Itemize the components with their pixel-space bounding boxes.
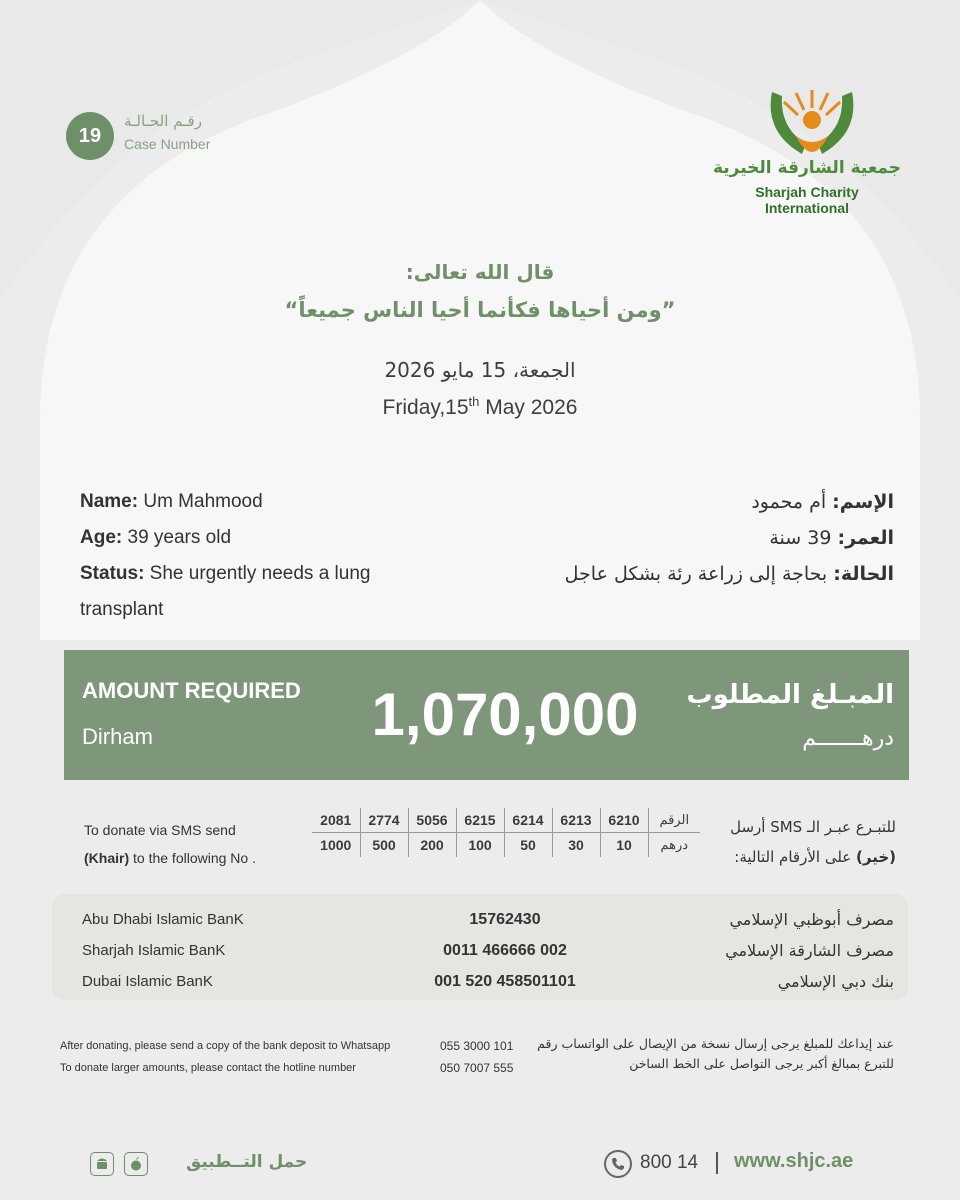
- bank-names-en: [82, 904, 244, 997]
- sms-keyword-en: (Khair): [84, 850, 130, 866]
- sms-number: 6213: [552, 808, 600, 833]
- bank-name-ar: مصرف أبوظبي الإسلامي: [729, 910, 894, 929]
- date-en-ordinal: th: [468, 394, 480, 409]
- case-number-label-en: Case Number: [124, 136, 211, 152]
- sms-ar-line1: للتبـرع عبـر الـ SMS أرسل: [730, 818, 896, 836]
- amount-label-en: AMOUNT REQUIRED: [82, 678, 301, 703]
- date-en-day: Friday,15: [382, 396, 469, 419]
- amount-value: 1,070,000: [371, 681, 639, 748]
- case-number-label-ar: رقـم الحـالـة: [124, 112, 202, 130]
- sms-number-table: [312, 808, 700, 857]
- info-name-en: [80, 484, 440, 520]
- bank-name-ar: بنك دبي الإسلامي: [777, 972, 894, 991]
- footer-divider: [716, 1152, 718, 1174]
- sms-instructions-ar: [730, 812, 896, 872]
- sms-ar-line2: [730, 842, 896, 872]
- name-value-en: Um Mahmood: [138, 491, 263, 512]
- note-whatsapp-ar: عند إيداعك للمبلغ يرجى إرسال نسخة من الإيصال على الواتساب رقم: [537, 1036, 894, 1051]
- sms-instructions-en: [84, 816, 256, 872]
- website-link[interactable]: www.shjc.ae: [734, 1150, 854, 1172]
- sms-en-line2: [84, 844, 256, 872]
- age-label-ar: العمر:: [837, 527, 894, 549]
- whatsapp-number[interactable]: 055 3000 101: [440, 1039, 514, 1053]
- sms-number-label: الرقم: [648, 808, 700, 833]
- sms-number: 6214: [504, 808, 552, 833]
- status-label-ar: الحالة:: [833, 563, 894, 585]
- apple-app-icon[interactable]: [124, 1152, 148, 1176]
- sms-amount: 100: [456, 833, 504, 858]
- download-app-label: حمل التــطبيق: [186, 1152, 308, 1172]
- bank-names-ar: [725, 904, 894, 997]
- charity-logo-icon: [762, 82, 862, 160]
- sms-keyword-ar: (خير): [856, 848, 896, 866]
- sms-number: 5056: [408, 808, 456, 833]
- sms-number: 6210: [600, 808, 648, 833]
- age-value-ar: 39 سنة: [769, 527, 838, 549]
- sms-amount-label: درهم: [660, 837, 689, 852]
- status-value-en: She urgently needs a lung transplant: [80, 563, 371, 620]
- sms-number: 2774: [360, 808, 408, 833]
- date-en-month-year: May 2026: [479, 396, 578, 419]
- note-whatsapp-en: After donating, please send a copy of the bank deposit to Whatsapp: [60, 1040, 391, 1052]
- name-value-ar: أم محمود: [751, 491, 833, 513]
- info-name-ar: [494, 484, 894, 520]
- sms-amount: 50: [504, 833, 552, 858]
- android-app-icon[interactable]: [90, 1152, 114, 1176]
- amount-label-ar: المبـلغ المطلوب: [686, 680, 894, 710]
- hotline-number[interactable]: 050 7007 555: [440, 1061, 514, 1075]
- info-status-en: [80, 556, 440, 628]
- bank-name-en: Dubai Islamic BanK: [82, 973, 213, 990]
- bank-name-en: Abu Dhabi Islamic BanK: [82, 911, 244, 928]
- info-age-ar: [494, 520, 894, 556]
- sms-amount: 1000: [312, 833, 360, 858]
- amount-currency-ar: درهـــــــم: [802, 726, 894, 751]
- bank-account-number: 15762430: [469, 911, 541, 928]
- notes-ar: [537, 1034, 894, 1074]
- notes-en: [60, 1035, 390, 1079]
- sms-en-line1: To donate via SMS send: [84, 822, 236, 838]
- case-info-en: [80, 484, 440, 628]
- logo-name-ar: جمعية الشارقة الخيرية: [712, 158, 902, 178]
- age-value-en: 39 years old: [122, 527, 232, 548]
- sms-amount: 10: [600, 833, 648, 858]
- name-label-en: Name:: [80, 491, 139, 512]
- sms-amount: 500: [360, 833, 408, 858]
- sms-amount: 200: [408, 833, 456, 858]
- info-status-ar: [494, 556, 894, 592]
- bank-account-number: 001 520 458501101: [434, 973, 576, 990]
- sms-number: 2081: [312, 808, 360, 833]
- case-number-badge: 19: [66, 112, 114, 160]
- sms-number: 6215: [456, 808, 504, 833]
- logo-name-en: Sharjah Charity International: [755, 184, 859, 216]
- bank-name-ar: مصرف الشارقة الإسلامي: [725, 941, 894, 960]
- status-value-ar: بحاجة إلى زراعة رئة بشكل عاجل: [564, 563, 834, 585]
- note-hotline-en: To donate larger amounts, please contact the hotline number: [60, 1062, 356, 1074]
- quote-verse: ”ومن أحياها فكأنما أحيا الناس جميعاً“: [284, 298, 676, 322]
- bank-name-en: Sharjah Islamic BanK: [82, 942, 226, 959]
- bank-account-numbers: [380, 904, 630, 997]
- status-label-en: Status:: [80, 563, 145, 584]
- name-label-ar: الإسم:: [832, 491, 894, 513]
- info-age-en: [80, 520, 440, 556]
- age-label-en: Age:: [80, 527, 123, 548]
- notes-numbers: [440, 1035, 513, 1079]
- amount-currency-en: Dirham: [82, 724, 153, 749]
- sms-amount: 30: [552, 833, 600, 858]
- quote-intro: قال الله تعالى:: [405, 260, 555, 284]
- hotline-phone[interactable]: 800 14: [640, 1152, 699, 1173]
- bank-account-number: 0011 466666 002: [443, 942, 567, 959]
- sms-amounts-row: [312, 833, 700, 858]
- sms-ar-line2-text: على الأرقام التالية:: [734, 848, 857, 866]
- note-hotline-ar: للتبرع بمبالغ أكبر يرجى التواصل على الخط الساخن: [629, 1056, 894, 1071]
- sms-en-line2-text: to the following No .: [129, 850, 256, 866]
- sms-numbers-row: [312, 808, 700, 833]
- case-info-ar: [494, 484, 894, 592]
- phone-icon: [604, 1150, 632, 1178]
- date-ar: الجمعة، 15 مايو 2026: [384, 358, 576, 382]
- date-en: [0, 394, 960, 420]
